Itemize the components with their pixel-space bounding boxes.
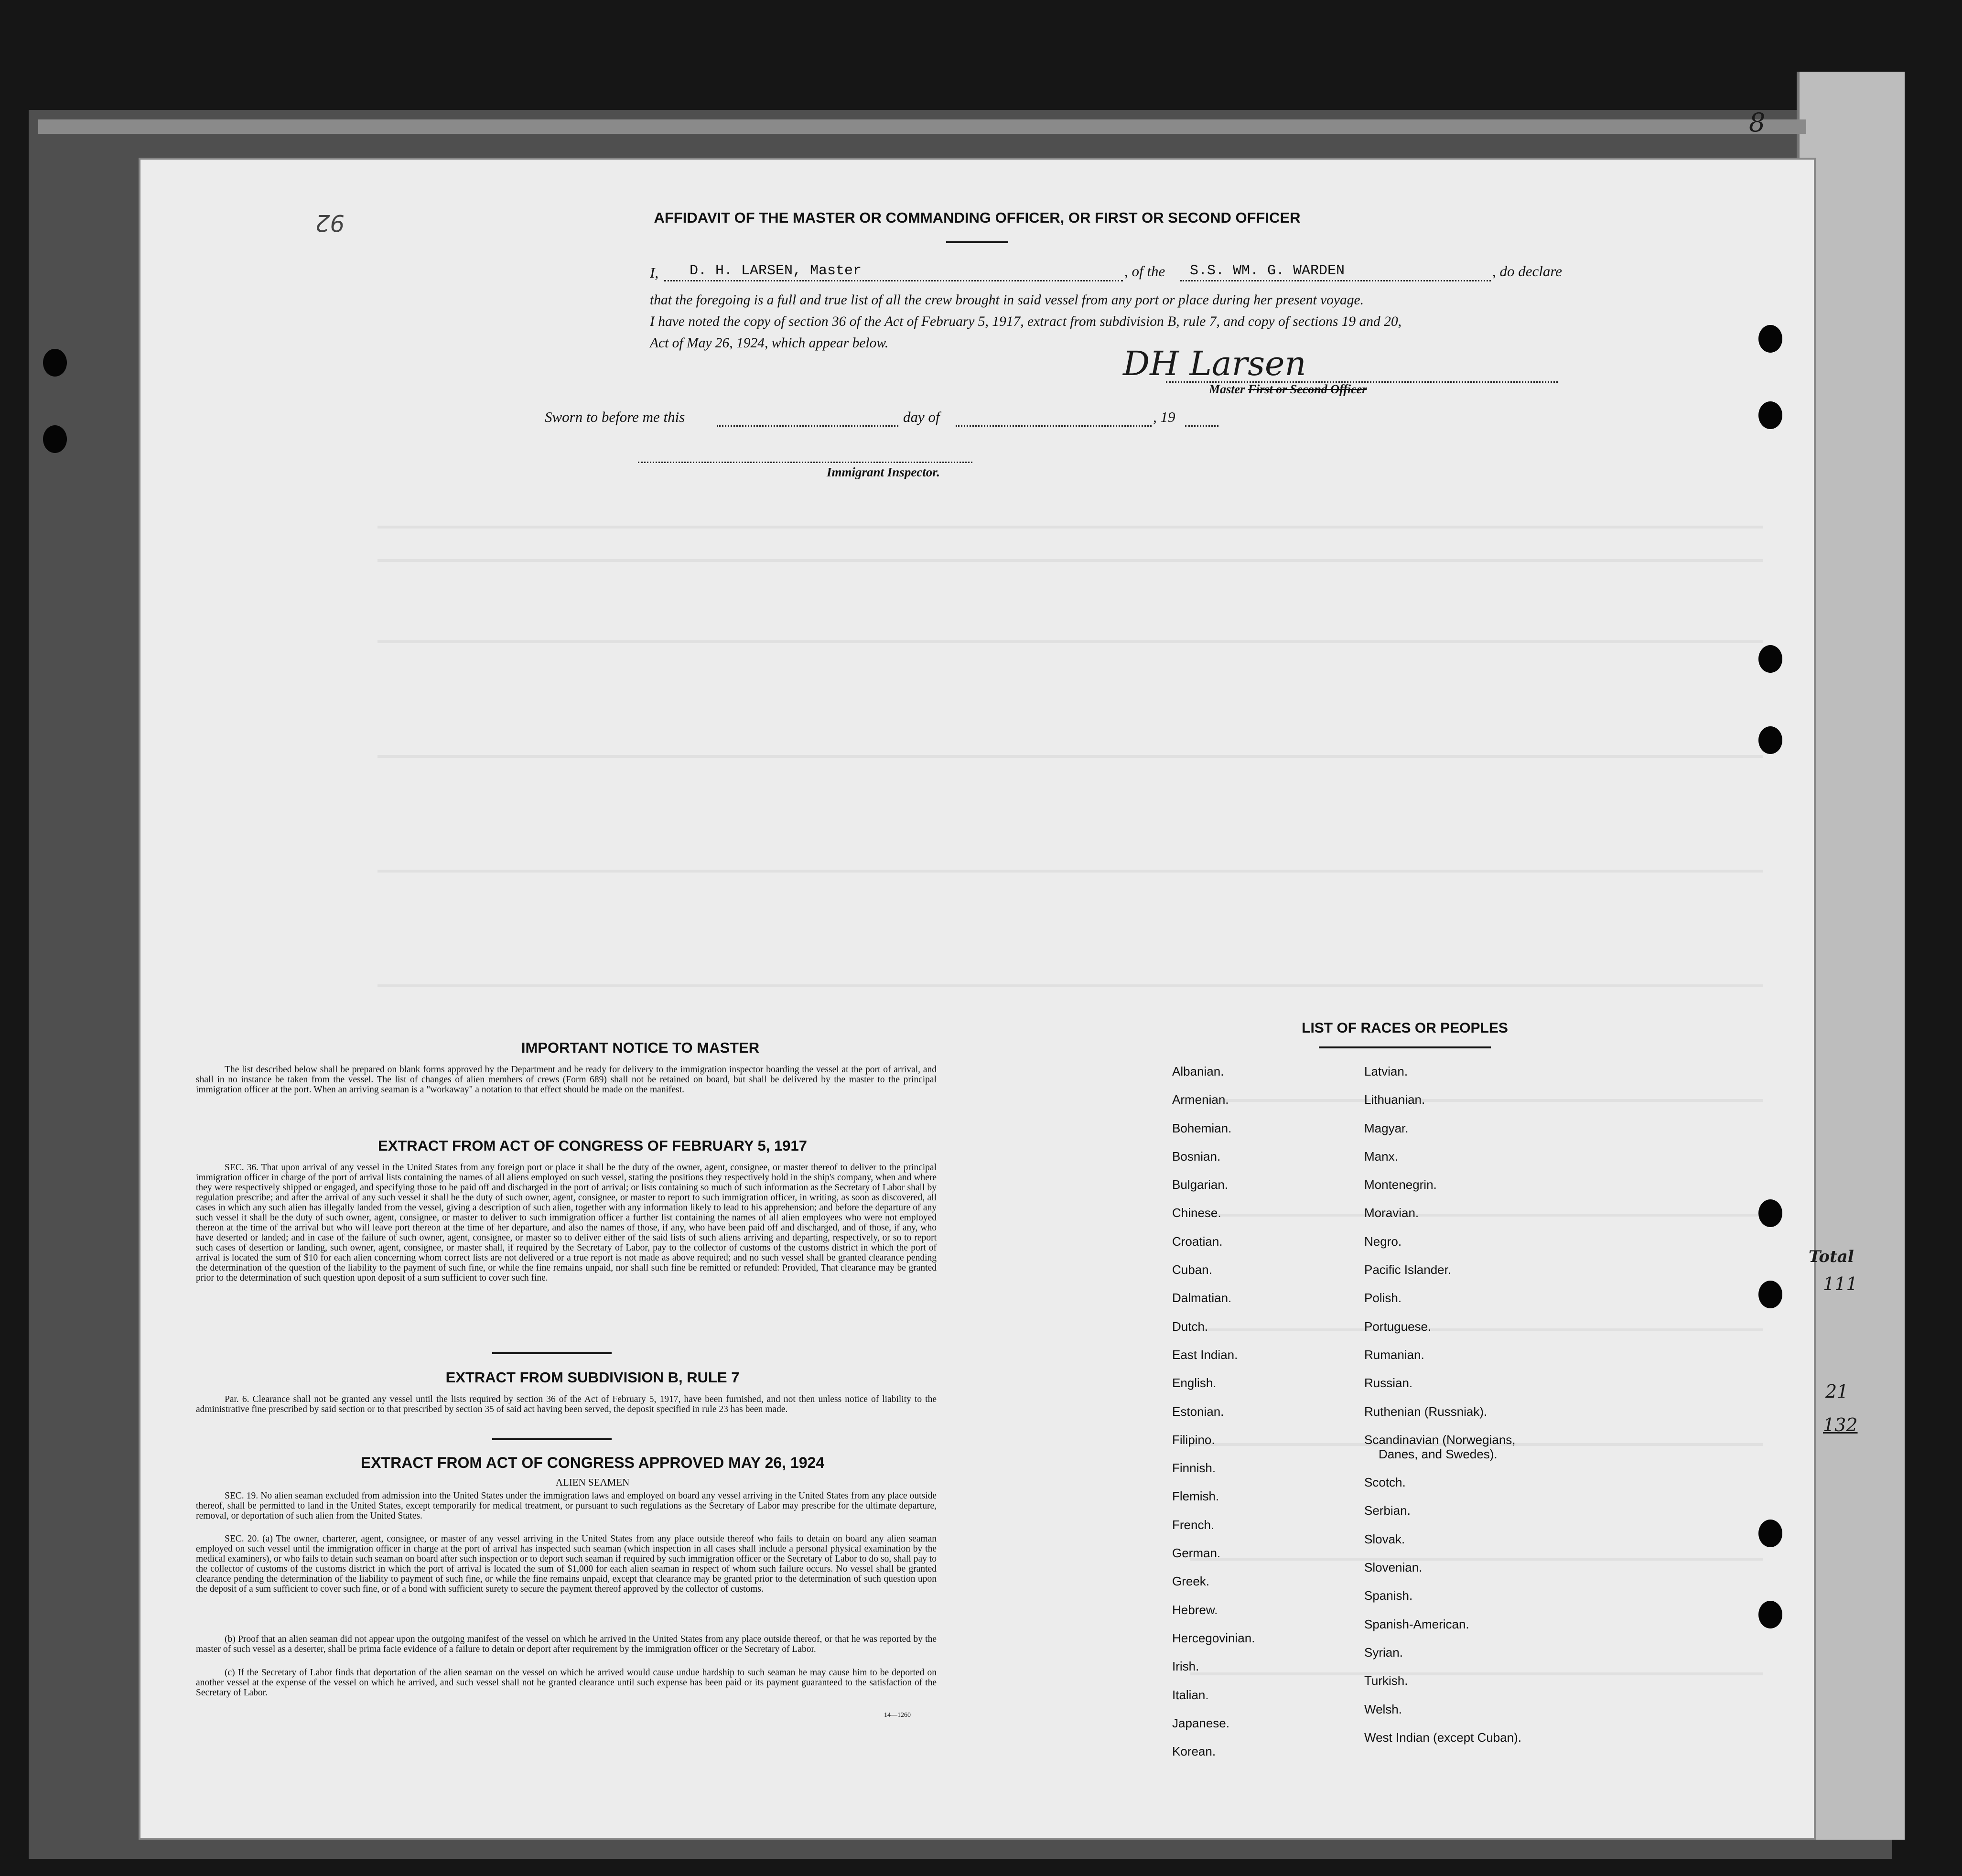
punch-hole [1758, 401, 1782, 429]
races-right-column [1364, 1065, 1521, 1759]
bleed-through-line [377, 526, 1763, 528]
race-item: German. [1172, 1546, 1221, 1561]
race-item: Albanian. [1172, 1064, 1224, 1078]
divider-1924 [492, 1438, 612, 1440]
race-item: Irish. [1172, 1659, 1199, 1674]
race-item: Slovenian. [1364, 1560, 1423, 1575]
race-item: Chinese. [1172, 1206, 1221, 1220]
punch-hole [1758, 1199, 1782, 1227]
race-item: Dutch. [1172, 1319, 1208, 1334]
race-item: Portuguese. [1364, 1319, 1432, 1334]
race-item: Dalmatian. [1172, 1291, 1232, 1305]
affidavit-page [139, 158, 1816, 1840]
day-of-label: day of [903, 409, 940, 425]
race-item: Scandinavian (Norwegians, [1364, 1432, 1516, 1447]
race-item: Turkish. [1364, 1673, 1408, 1688]
vessel-dotted-line [1180, 280, 1491, 281]
bleed-through-line [377, 984, 1763, 987]
race-item: West Indian (except Cuban). [1364, 1730, 1522, 1745]
punch-hole [1758, 325, 1782, 353]
race-item: Negro. [1364, 1234, 1402, 1249]
race-item: Pacific Islander. [1364, 1262, 1452, 1277]
notice-title: IMPORTANT NOTICE TO MASTER [521, 1039, 760, 1056]
corner-mark: 8 [1749, 108, 1766, 138]
declarant-name: D. H. LARSEN, Master [690, 263, 862, 279]
race-item: Lithuanian. [1364, 1092, 1425, 1107]
struck-officer-label: First or Second Officer [1248, 382, 1367, 396]
form-code: 14—1260 [884, 1712, 911, 1719]
master-role-label: Master [1209, 382, 1245, 396]
signer-role [1209, 382, 1367, 397]
race-item: Filipino. [1172, 1432, 1215, 1447]
margin-note-count: 21 [1825, 1381, 1849, 1402]
extract-1924-title: EXTRACT FROM ACT OF CONGRESS APPROVED MAY 26, 1924 [360, 1454, 825, 1471]
race-item: Montenegrin. [1364, 1177, 1437, 1192]
bleed-through-line [377, 755, 1763, 758]
race-item: Spanish. [1364, 1588, 1413, 1603]
inspector-signature-line [638, 462, 972, 463]
punch-hole [1758, 1520, 1782, 1547]
extract-1917-title: EXTRACT FROM ACT OF CONGRESS OF FEBRUARY 5, 1917 [378, 1137, 807, 1154]
divider-rule-7 [492, 1352, 612, 1354]
race-item: French. [1172, 1517, 1215, 1532]
race-item: Slovak. [1364, 1531, 1405, 1546]
punch-hole [1758, 726, 1782, 754]
bleed-through-line [377, 870, 1763, 873]
page-number: 92 [315, 209, 345, 236]
race-item: Polish. [1364, 1291, 1402, 1305]
race-item: Bulgarian. [1172, 1177, 1229, 1192]
race-item: Latvian. [1364, 1064, 1408, 1078]
race-item: English. [1172, 1376, 1217, 1391]
race-item: Moravian. [1364, 1206, 1419, 1220]
sworn-label: Sworn to before me this [545, 409, 685, 425]
declarant-dotted-line [664, 280, 1123, 281]
rule-7-body: Par. 6. Clearance shall not be granted any vessel until the lists required by section 36 of the Act of February 5, 1917, have been furnished, and not then unless notice of liability to the administrative fine prescribed by said section or to that prescribed by section 35 of said act having been served, the deposit specified in rule 23 has been made. [196, 1394, 937, 1414]
vessel-name: S.S. WM. G. WARDEN [1190, 263, 1345, 279]
bleed-through-line [377, 640, 1763, 643]
master-signature: DH Larsen [1123, 344, 1306, 383]
race-item: Rumanian. [1364, 1347, 1424, 1362]
race-item: Welsh. [1364, 1702, 1402, 1716]
year-dotted-line [1185, 425, 1218, 427]
punch-hole [43, 425, 67, 453]
alien-seamen-subtitle: ALIEN SEAMEN [555, 1477, 630, 1488]
race-item: Hebrew. [1172, 1602, 1218, 1617]
races-divider [1319, 1046, 1491, 1048]
film-edge-top [38, 119, 1806, 134]
affidavit-line-3: I have noted the copy of section 36 of the Act of February 5, 1917, extract from subdivision B, rule 7, and copy of sections 19 and 20, [650, 314, 1402, 329]
rule-7-title: EXTRACT FROM SUBDIVISION B, RULE 7 [445, 1369, 740, 1386]
sec-20c-body: (c) If the Secretary of Labor finds that deportation of the alien seaman on the vessel on which he arrived would cause undue hardship to such seaman he may cause him to be deported on another vessel at the expense of the vessel on which he arrived, and such vessel shall not be granted clearance until such expense has been paid or its payment guaranteed to the satisfaction of the Secretary of Labor. [196, 1668, 937, 1698]
race-item: Italian. [1172, 1687, 1209, 1702]
race-item: Hercegovinian. [1172, 1630, 1255, 1645]
punch-hole [1758, 645, 1782, 673]
race-item: Bosnian. [1172, 1149, 1221, 1164]
punch-hole [1758, 1281, 1782, 1308]
margin-note-sum: 132 [1823, 1414, 1858, 1435]
affidavit-line-2: that the foregoing is a full and true list of all the crew brought in said vessel from any port or place during her present voyage. [650, 292, 1364, 308]
affidavit-title: AFFIDAVIT OF THE MASTER OR COMMANDING OFFICER, OR FIRST OR SECOND OFFICER [654, 209, 1301, 226]
sec-20b-body: (b) Proof that an alien seaman did not appear upon the outgoing manifest of the vessel on which he arrived in the United States from any place outside thereof, or that he was reported by the master of such vessel as a deserter, shall be prima facie evidence of a failure to detain or deport after requirement by the immigration officer or the Secretary of Labor. [196, 1634, 937, 1654]
race-item: Cuban. [1172, 1262, 1212, 1277]
race-item: Manx. [1364, 1149, 1398, 1164]
year-label: , 19 [1153, 409, 1175, 425]
race-item: Spanish-American. [1364, 1617, 1469, 1631]
notice-body: The list described below shall be prepared on blank forms approved by the Department and be ready for delivery to the immigration inspector boarding the vessel at the port of arrival, and shall in no instance be taken from the vessel. The list of changes of alien members of crews (Form 689) shall not be retained on board, but shall be delivered by the master to the principal immigration officer at the port. When an arriving seaman is a "workaway" a notation to that effect should be made on the manifest. [196, 1065, 937, 1095]
race-item: Greek. [1172, 1574, 1210, 1589]
punch-hole [1758, 1601, 1782, 1628]
title-divider [946, 241, 1008, 243]
bleed-through-line [377, 559, 1763, 562]
race-item: Croatian. [1172, 1234, 1223, 1249]
race-item: Magyar. [1364, 1121, 1409, 1135]
race-item: Flemish. [1172, 1489, 1219, 1504]
race-item: Ruthenian (Russniak). [1364, 1404, 1488, 1419]
inspector-label: Immigrant Inspector. [827, 465, 940, 479]
race-item: East Indian. [1172, 1347, 1238, 1362]
race-item: Finnish. [1172, 1461, 1216, 1476]
race-item: Serbian. [1364, 1503, 1411, 1518]
race-item: Syrian. [1364, 1645, 1403, 1660]
sec-19-body: SEC. 19. No alien seaman excluded from admission into the United States under the immigration laws and employed on board any vessel arriving in the United States from any place outside thereof, shall be permitted to land in the United States, except temporarily for medical treatment, or pursuant to such regulations as the Secretary of Labor may prescribe for the ultimate departure, removal, or deportation of such alien from the United States. [196, 1491, 937, 1521]
sec-20a-body: SEC. 20. (a) The owner, charterer, agent, consignee, or master of any vessel arriving in the United States from any place outside thereof who fails to detain on board any alien seaman employed on such vessel until the immigration officer in charge at the port of arrival has inspected such seaman (which inspection in all cases shall include a personal physical examination by the medical examiners), or who fails to detain such seaman on board after such inspection or to deport such seaman if required by such immigration officer or the Secretary of Labor to do so, shall pay to the collector of customs of the customs district in which the port of arrival is located the sum of $1,000 for each alien seaman in respect of whom such failure occurs. No vessel shall be granted clearance pending the determination of the liability to payment of such fine, or while the fine remains unpaid, except that clearance may be granted prior to the determination of such question upon the deposit of a sum sufficient to cover such fine, or of a bond with sufficient surety to secure the payment thereof approved by the collector of customs. [196, 1534, 937, 1594]
month-dotted-line [956, 425, 1152, 427]
races-left-column [1172, 1065, 1255, 1773]
races-title: LIST OF RACES OR PEOPLES [1302, 1020, 1508, 1036]
do-declare-label: , do declare [1492, 263, 1563, 280]
of-the-label: , of the [1124, 263, 1165, 280]
race-item: Japanese. [1172, 1715, 1229, 1730]
margin-note-total: 111 [1823, 1273, 1858, 1294]
race-item: Scotch. [1364, 1475, 1406, 1490]
affidavit-line-4: Act of May 26, 1924, which appear below. [650, 335, 889, 351]
race-item: Korean. [1172, 1744, 1216, 1759]
race-item: Russian. [1364, 1376, 1413, 1391]
race-item: Danes, and Swedes). [1379, 1446, 1498, 1461]
extract-1917-body: SEC. 36. That upon arrival of any vessel in the United States from any foreign port or place it shall be the duty of the owner, agent, consignee, or master thereof to deliver to the principal immigration officer in charge of the port of arrival lists containing the names of all aliens employed on such vessel, stating the positions they respectively hold in the ship's company, when and where they were respectively shipped or engaged, and specifying those to be paid off and discharged in the port of arrival; or lists containing so much of such information as the Secretary of Labor shall by regulation prescribe; and after the arrival of any such vessel it shall be the duty of such owner, agent, consignee, or master to report to such immigration officer, in writing, as soon as discovered, all cases in which any such alien has illegally landed from the vessel, giving a description of such alien, together with any information likely to lead to his apprehension; and before the departure of any such vessel it shall be the duty of such owner, agent, consignee, or master to deliver to such immigration officer a further list containing the names of all alien employees who were not employed thereon at the time of the arrival but who will leave port thereon at the time of her departure, and also the names of those, if any, who have been paid off and discharged, and of those, if any, who have deserted or landed; and in case of the failure of such owner, agent, consignee, or master so to deliver either of the said lists of such aliens arriving and departing, respectively, or so to report such cases of desertion or landing, such owner, agent, consignee, or master shall, if required by the Secretary of Labor, pay to the collector of customs of the customs district in which the port of arrival is located the sum of $10 for each alien concerning whom correct lists are not delivered or a true report is not made as above required; and no such vessel shall be granted clearance pending the determination of the question of the liability to the payment of such fine, or while the fine remains unpaid, nor shall such fine be remitted or refunded: Provided, That clearance may be granted prior to the determination of such question upon deposit of a sum sufficient to cover such fine. [196, 1163, 937, 1283]
race-item: Estonian. [1172, 1404, 1224, 1419]
sworn-date-dotted-line [717, 425, 898, 427]
race-item: Armenian. [1172, 1092, 1229, 1107]
total-label: Total [1809, 1247, 1854, 1266]
affidavit-prefix: I, [650, 264, 659, 281]
punch-hole [43, 349, 67, 377]
race-item: Bohemian. [1172, 1121, 1232, 1135]
